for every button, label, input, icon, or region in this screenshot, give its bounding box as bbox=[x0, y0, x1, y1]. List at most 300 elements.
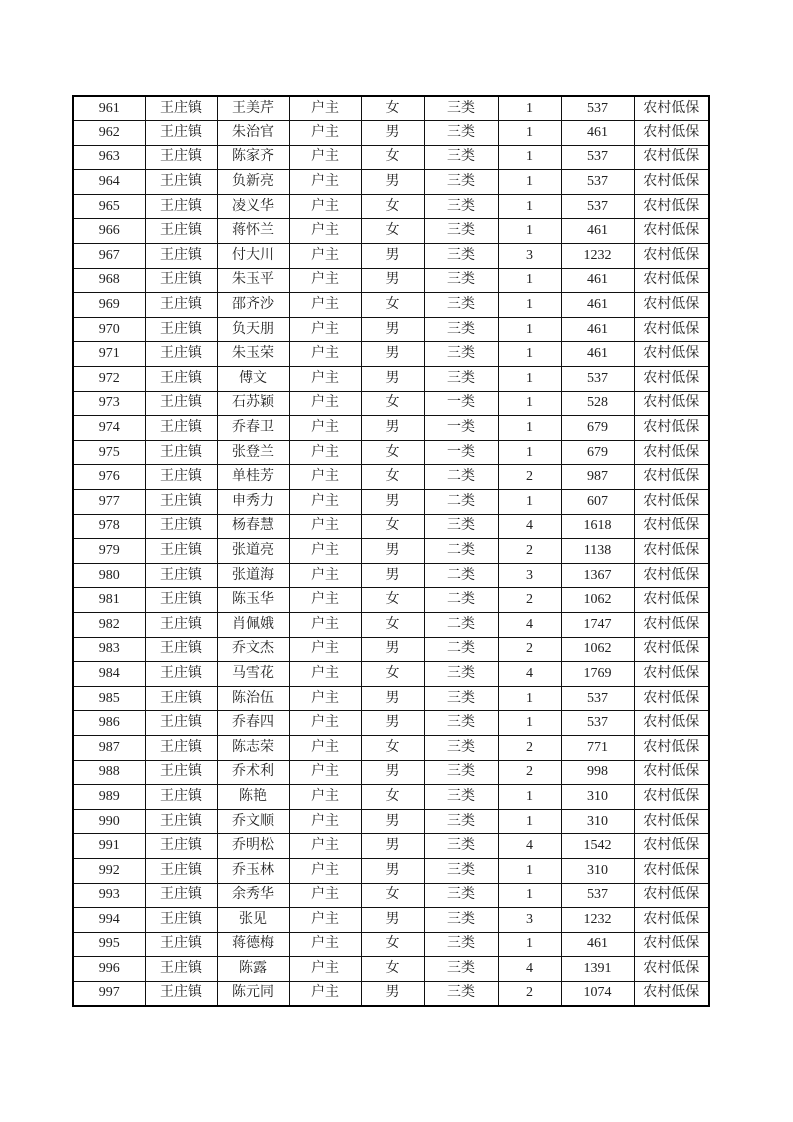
cell-name: 单桂芳 bbox=[217, 465, 289, 490]
cell-name: 蒋德梅 bbox=[217, 932, 289, 957]
cell-category: 三类 bbox=[424, 293, 498, 318]
cell-type: 农村低保 bbox=[634, 981, 709, 1006]
cell-seq: 963 bbox=[73, 145, 145, 170]
cell-town: 王庄镇 bbox=[145, 858, 217, 883]
cell-name: 张道海 bbox=[217, 563, 289, 588]
cell-relation: 户主 bbox=[289, 760, 361, 785]
cell-name: 陈玉华 bbox=[217, 588, 289, 613]
table-row bbox=[73, 932, 709, 957]
cell-name: 张见 bbox=[217, 908, 289, 933]
cell-gender: 男 bbox=[361, 809, 424, 834]
cell-town: 王庄镇 bbox=[145, 342, 217, 367]
cell-type: 农村低保 bbox=[634, 612, 709, 637]
cell-category: 三类 bbox=[424, 194, 498, 219]
cell-amount: 537 bbox=[561, 367, 634, 392]
cell-name: 傅文 bbox=[217, 367, 289, 392]
cell-category: 二类 bbox=[424, 465, 498, 490]
cell-name: 邵齐沙 bbox=[217, 293, 289, 318]
cell-category: 一类 bbox=[424, 440, 498, 465]
cell-town: 王庄镇 bbox=[145, 662, 217, 687]
cell-name: 乔术利 bbox=[217, 760, 289, 785]
cell-gender: 男 bbox=[361, 342, 424, 367]
cell-category: 二类 bbox=[424, 539, 498, 564]
cell-type: 农村低保 bbox=[634, 490, 709, 515]
table-row bbox=[73, 662, 709, 687]
cell-gender: 男 bbox=[361, 711, 424, 736]
cell-type: 农村低保 bbox=[634, 883, 709, 908]
cell-count: 1 bbox=[498, 219, 561, 244]
cell-category: 二类 bbox=[424, 637, 498, 662]
cell-category: 一类 bbox=[424, 416, 498, 441]
cell-type: 农村低保 bbox=[634, 219, 709, 244]
cell-category: 二类 bbox=[424, 563, 498, 588]
cell-count: 2 bbox=[498, 760, 561, 785]
cell-relation: 户主 bbox=[289, 686, 361, 711]
cell-gender: 女 bbox=[361, 440, 424, 465]
cell-count: 4 bbox=[498, 514, 561, 539]
cell-name: 蒋怀兰 bbox=[217, 219, 289, 244]
table-row bbox=[73, 588, 709, 613]
cell-relation: 户主 bbox=[289, 391, 361, 416]
cell-town: 王庄镇 bbox=[145, 539, 217, 564]
cell-relation: 户主 bbox=[289, 612, 361, 637]
cell-type: 农村低保 bbox=[634, 96, 709, 121]
table-row bbox=[73, 465, 709, 490]
cell-name: 乔玉林 bbox=[217, 858, 289, 883]
cell-gender: 女 bbox=[361, 465, 424, 490]
table-row bbox=[73, 785, 709, 810]
cell-gender: 女 bbox=[361, 145, 424, 170]
cell-relation: 户主 bbox=[289, 416, 361, 441]
cell-relation: 户主 bbox=[289, 858, 361, 883]
cell-relation: 户主 bbox=[289, 219, 361, 244]
cell-category: 三类 bbox=[424, 145, 498, 170]
cell-gender: 女 bbox=[361, 883, 424, 908]
cell-town: 王庄镇 bbox=[145, 440, 217, 465]
cell-gender: 男 bbox=[361, 760, 424, 785]
cell-type: 农村低保 bbox=[634, 194, 709, 219]
cell-type: 农村低保 bbox=[634, 809, 709, 834]
cell-gender: 男 bbox=[361, 170, 424, 195]
cell-town: 王庄镇 bbox=[145, 957, 217, 982]
cell-count: 3 bbox=[498, 563, 561, 588]
cell-town: 王庄镇 bbox=[145, 170, 217, 195]
cell-seq: 977 bbox=[73, 490, 145, 515]
cell-seq: 974 bbox=[73, 416, 145, 441]
cell-name: 乔春卫 bbox=[217, 416, 289, 441]
cell-category: 二类 bbox=[424, 612, 498, 637]
cell-type: 农村低保 bbox=[634, 539, 709, 564]
cell-amount: 537 bbox=[561, 883, 634, 908]
cell-relation: 户主 bbox=[289, 711, 361, 736]
cell-name: 申秀力 bbox=[217, 490, 289, 515]
cell-town: 王庄镇 bbox=[145, 735, 217, 760]
cell-category: 三类 bbox=[424, 711, 498, 736]
cell-gender: 女 bbox=[361, 514, 424, 539]
cell-seq: 995 bbox=[73, 932, 145, 957]
cell-gender: 女 bbox=[361, 194, 424, 219]
cell-count: 4 bbox=[498, 612, 561, 637]
cell-category: 三类 bbox=[424, 957, 498, 982]
cell-name: 负天朋 bbox=[217, 317, 289, 342]
cell-gender: 男 bbox=[361, 563, 424, 588]
cell-gender: 男 bbox=[361, 490, 424, 515]
table-row bbox=[73, 268, 709, 293]
cell-seq: 994 bbox=[73, 908, 145, 933]
cell-category: 二类 bbox=[424, 490, 498, 515]
cell-town: 王庄镇 bbox=[145, 317, 217, 342]
table-row bbox=[73, 883, 709, 908]
cell-type: 农村低保 bbox=[634, 367, 709, 392]
cell-relation: 户主 bbox=[289, 514, 361, 539]
cell-seq: 989 bbox=[73, 785, 145, 810]
cell-seq: 981 bbox=[73, 588, 145, 613]
table-row bbox=[73, 317, 709, 342]
cell-town: 王庄镇 bbox=[145, 121, 217, 146]
cell-type: 农村低保 bbox=[634, 293, 709, 318]
cell-relation: 户主 bbox=[289, 662, 361, 687]
cell-category: 三类 bbox=[424, 170, 498, 195]
cell-seq: 975 bbox=[73, 440, 145, 465]
cell-gender: 男 bbox=[361, 268, 424, 293]
cell-amount: 607 bbox=[561, 490, 634, 515]
table-row bbox=[73, 367, 709, 392]
cell-town: 王庄镇 bbox=[145, 834, 217, 859]
cell-name: 朱治官 bbox=[217, 121, 289, 146]
cell-relation: 户主 bbox=[289, 268, 361, 293]
cell-amount: 537 bbox=[561, 711, 634, 736]
cell-seq: 969 bbox=[73, 293, 145, 318]
cell-town: 王庄镇 bbox=[145, 367, 217, 392]
table-row bbox=[73, 809, 709, 834]
cell-name: 石苏颖 bbox=[217, 391, 289, 416]
cell-type: 农村低保 bbox=[634, 391, 709, 416]
cell-category: 三类 bbox=[424, 981, 498, 1006]
cell-relation: 户主 bbox=[289, 440, 361, 465]
cell-name: 陈艳 bbox=[217, 785, 289, 810]
cell-relation: 户主 bbox=[289, 932, 361, 957]
cell-type: 农村低保 bbox=[634, 662, 709, 687]
cell-seq: 982 bbox=[73, 612, 145, 637]
cell-town: 王庄镇 bbox=[145, 268, 217, 293]
cell-seq: 971 bbox=[73, 342, 145, 367]
cell-relation: 户主 bbox=[289, 170, 361, 195]
cell-name: 张道亮 bbox=[217, 539, 289, 564]
cell-type: 农村低保 bbox=[634, 760, 709, 785]
cell-gender: 女 bbox=[361, 293, 424, 318]
cell-category: 三类 bbox=[424, 662, 498, 687]
cell-town: 王庄镇 bbox=[145, 908, 217, 933]
cell-town: 王庄镇 bbox=[145, 145, 217, 170]
cell-town: 王庄镇 bbox=[145, 809, 217, 834]
cell-town: 王庄镇 bbox=[145, 563, 217, 588]
cell-seq: 979 bbox=[73, 539, 145, 564]
cell-type: 农村低保 bbox=[634, 908, 709, 933]
cell-category: 三类 bbox=[424, 785, 498, 810]
cell-name: 乔文杰 bbox=[217, 637, 289, 662]
cell-type: 农村低保 bbox=[634, 735, 709, 760]
table-row bbox=[73, 957, 709, 982]
cell-gender: 男 bbox=[361, 686, 424, 711]
table-row bbox=[73, 834, 709, 859]
cell-amount: 461 bbox=[561, 268, 634, 293]
cell-count: 1 bbox=[498, 391, 561, 416]
cell-name: 陈志荣 bbox=[217, 735, 289, 760]
cell-name: 乔明松 bbox=[217, 834, 289, 859]
cell-seq: 980 bbox=[73, 563, 145, 588]
cell-count: 3 bbox=[498, 908, 561, 933]
cell-gender: 女 bbox=[361, 96, 424, 121]
table-row bbox=[73, 612, 709, 637]
cell-relation: 户主 bbox=[289, 342, 361, 367]
cell-gender: 女 bbox=[361, 588, 424, 613]
cell-relation: 户主 bbox=[289, 735, 361, 760]
cell-name: 余秀华 bbox=[217, 883, 289, 908]
cell-amount: 1138 bbox=[561, 539, 634, 564]
cell-category: 三类 bbox=[424, 317, 498, 342]
cell-count: 1 bbox=[498, 317, 561, 342]
cell-relation: 户主 bbox=[289, 883, 361, 908]
cell-amount: 1542 bbox=[561, 834, 634, 859]
cell-seq: 986 bbox=[73, 711, 145, 736]
cell-relation: 户主 bbox=[289, 539, 361, 564]
cell-town: 王庄镇 bbox=[145, 932, 217, 957]
cell-amount: 1232 bbox=[561, 244, 634, 269]
cell-seq: 965 bbox=[73, 194, 145, 219]
cell-gender: 男 bbox=[361, 539, 424, 564]
table-row bbox=[73, 342, 709, 367]
table-row bbox=[73, 293, 709, 318]
cell-gender: 女 bbox=[361, 957, 424, 982]
cell-category: 三类 bbox=[424, 121, 498, 146]
cell-relation: 户主 bbox=[289, 637, 361, 662]
cell-amount: 461 bbox=[561, 342, 634, 367]
cell-category: 三类 bbox=[424, 367, 498, 392]
cell-town: 王庄镇 bbox=[145, 194, 217, 219]
cell-relation: 户主 bbox=[289, 244, 361, 269]
cell-gender: 女 bbox=[361, 612, 424, 637]
cell-amount: 461 bbox=[561, 219, 634, 244]
cell-seq: 996 bbox=[73, 957, 145, 982]
cell-count: 1 bbox=[498, 785, 561, 810]
cell-amount: 1367 bbox=[561, 563, 634, 588]
cell-relation: 户主 bbox=[289, 293, 361, 318]
cell-count: 1 bbox=[498, 342, 561, 367]
cell-amount: 1062 bbox=[561, 637, 634, 662]
cell-category: 三类 bbox=[424, 514, 498, 539]
cell-type: 农村低保 bbox=[634, 317, 709, 342]
cell-name: 朱玉荣 bbox=[217, 342, 289, 367]
cell-town: 王庄镇 bbox=[145, 465, 217, 490]
cell-gender: 男 bbox=[361, 637, 424, 662]
cell-relation: 户主 bbox=[289, 490, 361, 515]
cell-amount: 1062 bbox=[561, 588, 634, 613]
table-row bbox=[73, 219, 709, 244]
cell-amount: 679 bbox=[561, 416, 634, 441]
cell-amount: 528 bbox=[561, 391, 634, 416]
cell-seq: 964 bbox=[73, 170, 145, 195]
table-row bbox=[73, 858, 709, 883]
cell-amount: 537 bbox=[561, 170, 634, 195]
cell-relation: 户主 bbox=[289, 121, 361, 146]
cell-seq: 966 bbox=[73, 219, 145, 244]
cell-amount: 1747 bbox=[561, 612, 634, 637]
table-row bbox=[73, 145, 709, 170]
table-row bbox=[73, 244, 709, 269]
cell-relation: 户主 bbox=[289, 957, 361, 982]
table-row bbox=[73, 391, 709, 416]
cell-name: 乔文顺 bbox=[217, 809, 289, 834]
cell-seq: 992 bbox=[73, 858, 145, 883]
cell-gender: 男 bbox=[361, 367, 424, 392]
cell-category: 二类 bbox=[424, 588, 498, 613]
table-row bbox=[73, 711, 709, 736]
cell-relation: 户主 bbox=[289, 367, 361, 392]
cell-category: 一类 bbox=[424, 391, 498, 416]
cell-type: 农村低保 bbox=[634, 465, 709, 490]
cell-type: 农村低保 bbox=[634, 416, 709, 441]
cell-town: 王庄镇 bbox=[145, 219, 217, 244]
table-row bbox=[73, 760, 709, 785]
cell-count: 2 bbox=[498, 981, 561, 1006]
cell-town: 王庄镇 bbox=[145, 514, 217, 539]
cell-category: 三类 bbox=[424, 834, 498, 859]
cell-category: 三类 bbox=[424, 932, 498, 957]
cell-type: 农村低保 bbox=[634, 711, 709, 736]
cell-name: 乔春四 bbox=[217, 711, 289, 736]
cell-gender: 男 bbox=[361, 908, 424, 933]
cell-type: 农村低保 bbox=[634, 785, 709, 810]
table-row bbox=[73, 170, 709, 195]
cell-count: 1 bbox=[498, 96, 561, 121]
cell-town: 王庄镇 bbox=[145, 293, 217, 318]
cell-amount: 1074 bbox=[561, 981, 634, 1006]
cell-amount: 461 bbox=[561, 932, 634, 957]
cell-name: 陈治伍 bbox=[217, 686, 289, 711]
cell-type: 农村低保 bbox=[634, 121, 709, 146]
cell-count: 2 bbox=[498, 588, 561, 613]
cell-count: 1 bbox=[498, 268, 561, 293]
cell-amount: 461 bbox=[561, 121, 634, 146]
cell-seq: 997 bbox=[73, 981, 145, 1006]
table-row bbox=[73, 563, 709, 588]
cell-seq: 978 bbox=[73, 514, 145, 539]
cell-gender: 女 bbox=[361, 391, 424, 416]
cell-count: 1 bbox=[498, 416, 561, 441]
cell-name: 朱玉平 bbox=[217, 268, 289, 293]
cell-count: 1 bbox=[498, 170, 561, 195]
cell-seq: 983 bbox=[73, 637, 145, 662]
cell-relation: 户主 bbox=[289, 981, 361, 1006]
cell-seq: 976 bbox=[73, 465, 145, 490]
cell-seq: 961 bbox=[73, 96, 145, 121]
cell-count: 4 bbox=[498, 834, 561, 859]
cell-category: 三类 bbox=[424, 219, 498, 244]
table-row bbox=[73, 490, 709, 515]
table-row bbox=[73, 637, 709, 662]
cell-town: 王庄镇 bbox=[145, 760, 217, 785]
cell-type: 农村低保 bbox=[634, 268, 709, 293]
cell-type: 农村低保 bbox=[634, 342, 709, 367]
table-row bbox=[73, 908, 709, 933]
cell-gender: 男 bbox=[361, 981, 424, 1006]
table-row bbox=[73, 440, 709, 465]
cell-category: 三类 bbox=[424, 342, 498, 367]
cell-count: 1 bbox=[498, 686, 561, 711]
table-row bbox=[73, 981, 709, 1006]
cell-amount: 310 bbox=[561, 858, 634, 883]
cell-seq: 985 bbox=[73, 686, 145, 711]
table-row bbox=[73, 686, 709, 711]
cell-count: 3 bbox=[498, 244, 561, 269]
cell-count: 1 bbox=[498, 367, 561, 392]
cell-count: 2 bbox=[498, 735, 561, 760]
cell-count: 2 bbox=[498, 637, 561, 662]
cell-name: 陈家齐 bbox=[217, 145, 289, 170]
cell-category: 三类 bbox=[424, 908, 498, 933]
cell-count: 1 bbox=[498, 440, 561, 465]
cell-seq: 987 bbox=[73, 735, 145, 760]
cell-town: 王庄镇 bbox=[145, 612, 217, 637]
cell-amount: 310 bbox=[561, 809, 634, 834]
cell-type: 农村低保 bbox=[634, 932, 709, 957]
cell-amount: 1618 bbox=[561, 514, 634, 539]
cell-gender: 男 bbox=[361, 834, 424, 859]
cell-name: 马雪花 bbox=[217, 662, 289, 687]
cell-amount: 310 bbox=[561, 785, 634, 810]
cell-category: 三类 bbox=[424, 809, 498, 834]
cell-town: 王庄镇 bbox=[145, 686, 217, 711]
cell-type: 农村低保 bbox=[634, 244, 709, 269]
cell-amount: 461 bbox=[561, 317, 634, 342]
cell-category: 三类 bbox=[424, 735, 498, 760]
cell-amount: 537 bbox=[561, 686, 634, 711]
cell-relation: 户主 bbox=[289, 908, 361, 933]
table-row bbox=[73, 514, 709, 539]
cell-amount: 537 bbox=[561, 194, 634, 219]
table-row bbox=[73, 735, 709, 760]
cell-gender: 女 bbox=[361, 932, 424, 957]
cell-name: 负新亮 bbox=[217, 170, 289, 195]
cell-name: 付大川 bbox=[217, 244, 289, 269]
cell-type: 农村低保 bbox=[634, 563, 709, 588]
cell-seq: 968 bbox=[73, 268, 145, 293]
cell-type: 农村低保 bbox=[634, 957, 709, 982]
cell-amount: 461 bbox=[561, 293, 634, 318]
cell-seq: 990 bbox=[73, 809, 145, 834]
cell-count: 4 bbox=[498, 957, 561, 982]
cell-seq: 988 bbox=[73, 760, 145, 785]
cell-seq: 970 bbox=[73, 317, 145, 342]
cell-amount: 1769 bbox=[561, 662, 634, 687]
table-row bbox=[73, 539, 709, 564]
table-row bbox=[73, 194, 709, 219]
cell-gender: 女 bbox=[361, 785, 424, 810]
cell-amount: 679 bbox=[561, 440, 634, 465]
cell-count: 1 bbox=[498, 194, 561, 219]
cell-gender: 男 bbox=[361, 121, 424, 146]
cell-type: 农村低保 bbox=[634, 834, 709, 859]
cell-gender: 男 bbox=[361, 416, 424, 441]
cell-town: 王庄镇 bbox=[145, 416, 217, 441]
cell-town: 王庄镇 bbox=[145, 711, 217, 736]
cell-count: 1 bbox=[498, 145, 561, 170]
cell-town: 王庄镇 bbox=[145, 391, 217, 416]
cell-relation: 户主 bbox=[289, 588, 361, 613]
cell-name: 凌义华 bbox=[217, 194, 289, 219]
cell-name: 王美芹 bbox=[217, 96, 289, 121]
cell-type: 农村低保 bbox=[634, 440, 709, 465]
